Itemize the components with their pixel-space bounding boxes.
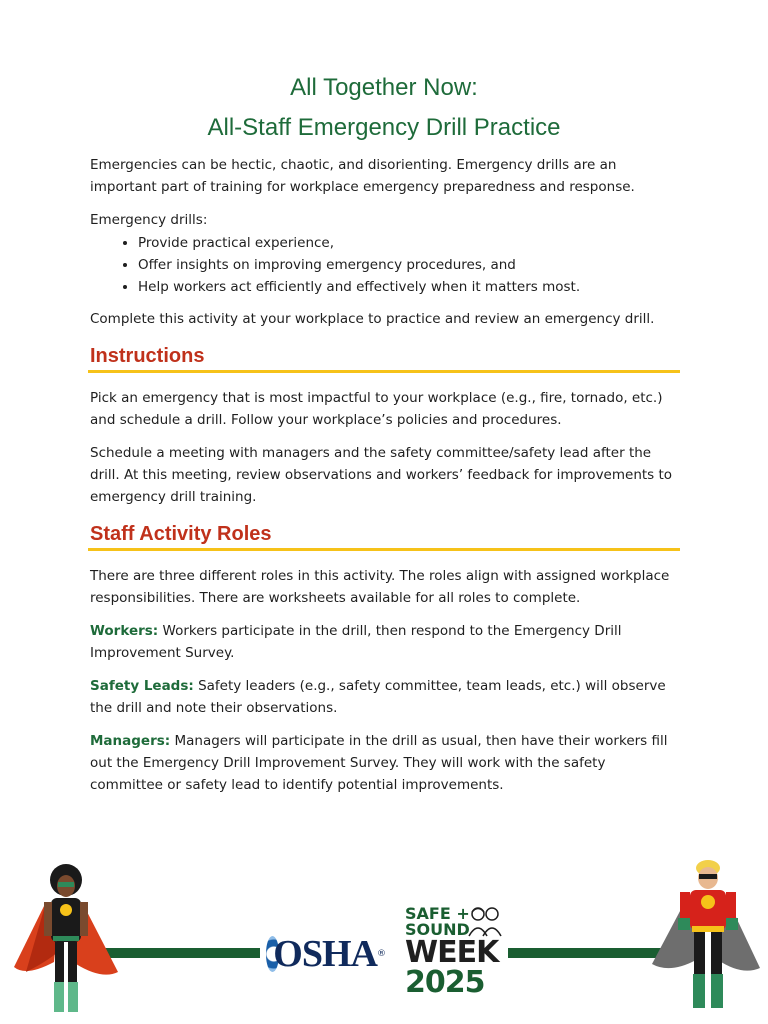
title-line-2: All-Staff Emergency Drill Practice	[207, 114, 561, 141]
osha-logo-text: OSHA	[273, 933, 377, 975]
role-label: Workers:	[90, 623, 159, 639]
ssw-line-3: WEEK	[405, 935, 499, 970]
instructions-heading: Instructions	[90, 345, 205, 367]
drills-bullet-list	[90, 232, 680, 298]
workers-outline-icon	[467, 904, 503, 938]
role-workers	[90, 620, 680, 664]
drills-label: Emergency drills:	[90, 212, 208, 228]
role-managers	[90, 730, 680, 796]
roles-intro: There are three different roles in this activity. The roles align with assigned workplace responsibilities. There are worksheets available for all roles to complete.	[90, 568, 670, 606]
superhero-woman-icon	[6, 862, 122, 1020]
list-item: • Provide practical experience,	[138, 232, 680, 254]
roles-heading: Staff Activity Roles	[90, 523, 272, 545]
role-label: Managers:	[90, 733, 171, 749]
section-divider	[88, 548, 680, 551]
title-line-1: All Together Now:	[290, 74, 478, 101]
intro-paragraph: Emergencies can be hectic, chaotic, and disorienting. Emergency drills are an important part of training for workplace emergency preparedness and response.	[90, 157, 635, 195]
ssw-line-1: SAFE +	[405, 904, 470, 923]
list-item: • Help workers act efficiently and effectively when it matters most.	[138, 276, 680, 298]
intro-closing: Complete this activity at your workplace to practice and review an emergency drill.	[90, 311, 655, 327]
instructions-paragraph-1: Pick an emergency that is most impactful to your workplace (e.g., fire, tornado, etc.) and schedule a drill. Follow your workplace’s policies and procedures.	[90, 390, 663, 428]
superhero-man-icon	[648, 856, 764, 1022]
ssw-line-4: 2025	[405, 965, 485, 1000]
instructions-paragraph-2: Schedule a meeting with managers and the safety committee/safety lead after the drill. At this meeting, review observations and workers’ feedback for improvements to emergency drill training.	[90, 445, 673, 505]
footer-band-left	[100, 948, 260, 958]
section-divider	[88, 370, 680, 373]
role-text: Safety leaders (e.g., safety committee, team leads, etc.) will observe the drill and note their observations.	[90, 678, 666, 716]
role-label: Safety Leads:	[90, 678, 194, 694]
list-item: • Offer insights on improving emergency procedures, and	[138, 254, 680, 276]
footer-band-right	[508, 948, 668, 958]
role-text: Workers participate in the drill, then respond to the Emergency Drill Improvement Survey.	[90, 623, 622, 661]
osha-registered-mark: ®	[377, 949, 386, 959]
role-text: Managers will participate in the drill as usual, then have their workers fill out the Emergency Drill Improvement Survey. They will work with the safety committee or safety lead to identify potential improvements.	[90, 733, 668, 793]
document-body	[90, 154, 680, 796]
osha-logo	[266, 934, 386, 974]
role-safety-leads	[90, 675, 680, 719]
ssw-line-2: SOUND	[405, 920, 470, 939]
